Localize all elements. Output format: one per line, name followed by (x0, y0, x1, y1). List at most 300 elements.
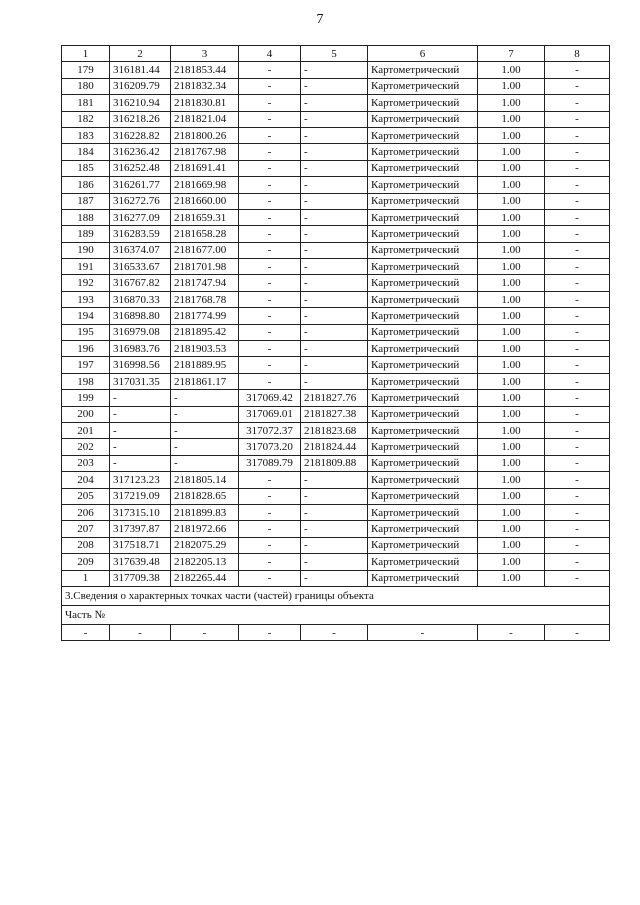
method-cell: Картометрический (368, 373, 478, 389)
accuracy-cell: 1.00 (478, 127, 545, 143)
description-cell: - (545, 95, 610, 111)
accuracy-cell: 1.00 (478, 570, 545, 586)
description-cell: - (545, 521, 610, 537)
point-number-cell: 202 (62, 439, 110, 455)
y-coordinate-cell: 2181701.98 (171, 259, 239, 275)
table-row (62, 259, 610, 275)
point-number-cell: 186 (62, 177, 110, 193)
x-coordinate-cell: 317123.23 (110, 472, 171, 488)
x-coordinate-cell: 316209.79 (110, 78, 171, 94)
y-coordinate-cell: 2181691.41 (171, 160, 239, 176)
table-row (62, 62, 610, 78)
accuracy-cell: 1.00 (478, 504, 545, 520)
point-number-cell: 179 (62, 62, 110, 78)
method-cell: Картометрический (368, 422, 478, 438)
point-number-cell: 181 (62, 95, 110, 111)
method-cell: Картометрический (368, 226, 478, 242)
x-new-coordinate-cell: 317072.37 (239, 422, 301, 438)
x-coordinate-cell: 317639.48 (110, 554, 171, 570)
column-header: 6 (368, 46, 478, 62)
x-coordinate-cell: 316767.82 (110, 275, 171, 291)
y-new-coordinate-cell: 2181827.76 (301, 390, 368, 406)
table-row (62, 341, 610, 357)
x-new-coordinate-cell: - (239, 259, 301, 275)
x-new-coordinate-cell: - (239, 62, 301, 78)
method-cell: Картометрический (368, 127, 478, 143)
y-coordinate-cell: - (171, 390, 239, 406)
point-number-cell: 198 (62, 373, 110, 389)
description-cell: - (545, 373, 610, 389)
x-coordinate-cell: 316998.56 (110, 357, 171, 373)
method-cell: Картометрический (368, 472, 478, 488)
y-new-coordinate-cell: - (301, 62, 368, 78)
empty-cell: - (239, 624, 301, 640)
method-cell: Картометрический (368, 242, 478, 258)
description-cell: - (545, 422, 610, 438)
accuracy-cell: 1.00 (478, 324, 545, 340)
y-new-coordinate-cell: - (301, 504, 368, 520)
y-new-coordinate-cell: - (301, 488, 368, 504)
x-coordinate-cell: 316252.48 (110, 160, 171, 176)
y-coordinate-cell: 2181774.99 (171, 308, 239, 324)
point-number-cell: 207 (62, 521, 110, 537)
x-new-coordinate-cell: - (239, 537, 301, 553)
part-label: Часть № (62, 605, 610, 624)
x-new-coordinate-cell: - (239, 308, 301, 324)
table-row (62, 554, 610, 570)
description-cell: - (545, 504, 610, 520)
description-cell: - (545, 144, 610, 160)
description-cell: - (545, 111, 610, 127)
point-number-cell: 184 (62, 144, 110, 160)
y-new-coordinate-cell: - (301, 291, 368, 307)
method-cell: Картометрический (368, 177, 478, 193)
x-new-coordinate-cell: 317089.79 (239, 455, 301, 471)
table-row (62, 144, 610, 160)
y-new-coordinate-cell: - (301, 127, 368, 143)
x-coordinate-cell: 316218.26 (110, 111, 171, 127)
accuracy-cell: 1.00 (478, 554, 545, 570)
x-new-coordinate-cell: - (239, 177, 301, 193)
table-header-row (62, 46, 610, 62)
y-new-coordinate-cell: - (301, 521, 368, 537)
accuracy-cell: 1.00 (478, 422, 545, 438)
section-title-row (62, 586, 610, 605)
x-new-coordinate-cell: - (239, 111, 301, 127)
description-cell: - (545, 275, 610, 291)
point-number-cell: 190 (62, 242, 110, 258)
x-new-coordinate-cell: - (239, 472, 301, 488)
description-cell: - (545, 390, 610, 406)
y-new-coordinate-cell: - (301, 144, 368, 160)
accuracy-cell: 1.00 (478, 373, 545, 389)
x-coordinate-cell: - (110, 406, 171, 422)
y-coordinate-cell: 2181828.65 (171, 488, 239, 504)
y-new-coordinate-cell: 2181824.44 (301, 439, 368, 455)
x-coordinate-cell: - (110, 390, 171, 406)
empty-cell: - (171, 624, 239, 640)
x-coordinate-cell: 317031.35 (110, 373, 171, 389)
point-number-cell: 188 (62, 209, 110, 225)
method-cell: Картометрический (368, 439, 478, 455)
y-new-coordinate-cell: - (301, 193, 368, 209)
x-new-coordinate-cell: - (239, 226, 301, 242)
method-cell: Картометрический (368, 554, 478, 570)
method-cell: Картометрический (368, 570, 478, 586)
x-new-coordinate-cell: - (239, 324, 301, 340)
description-cell: - (545, 226, 610, 242)
description-cell: - (545, 472, 610, 488)
empty-cell: - (368, 624, 478, 640)
method-cell: Картометрический (368, 537, 478, 553)
y-new-coordinate-cell: - (301, 275, 368, 291)
description-cell: - (545, 554, 610, 570)
y-coordinate-cell: - (171, 455, 239, 471)
accuracy-cell: 1.00 (478, 242, 545, 258)
x-coordinate-cell: 316898.80 (110, 308, 171, 324)
method-cell: Картометрический (368, 111, 478, 127)
x-new-coordinate-cell: - (239, 570, 301, 586)
y-new-coordinate-cell: - (301, 472, 368, 488)
x-coordinate-cell: 316983.76 (110, 341, 171, 357)
accuracy-cell: 1.00 (478, 95, 545, 111)
y-new-coordinate-cell: - (301, 226, 368, 242)
x-coordinate-cell: 317315.10 (110, 504, 171, 520)
method-cell: Картометрический (368, 488, 478, 504)
x-coordinate-cell: - (110, 422, 171, 438)
table-row (62, 455, 610, 471)
table-row (62, 390, 610, 406)
y-new-coordinate-cell: 2181827.38 (301, 406, 368, 422)
method-cell: Картометрический (368, 78, 478, 94)
point-number-cell: 201 (62, 422, 110, 438)
accuracy-cell: 1.00 (478, 406, 545, 422)
x-coordinate-cell: 317397.87 (110, 521, 171, 537)
accuracy-cell: 1.00 (478, 160, 545, 176)
table-row (62, 308, 610, 324)
x-coordinate-cell: 316181.44 (110, 62, 171, 78)
accuracy-cell: 1.00 (478, 209, 545, 225)
description-cell: - (545, 291, 610, 307)
accuracy-cell: 1.00 (478, 472, 545, 488)
y-coordinate-cell: 2181899.83 (171, 504, 239, 520)
y-coordinate-cell: 2181658.28 (171, 226, 239, 242)
point-number-cell: 189 (62, 226, 110, 242)
y-coordinate-cell: 2181972.66 (171, 521, 239, 537)
table-row (62, 406, 610, 422)
y-coordinate-cell: 2181805.14 (171, 472, 239, 488)
accuracy-cell: 1.00 (478, 455, 545, 471)
method-cell: Картометрический (368, 275, 478, 291)
x-new-coordinate-cell: - (239, 341, 301, 357)
point-number-cell: 195 (62, 324, 110, 340)
description-cell: - (545, 193, 610, 209)
x-new-coordinate-cell: - (239, 521, 301, 537)
point-number-cell: 205 (62, 488, 110, 504)
description-cell: - (545, 357, 610, 373)
y-coordinate-cell: 2181895.42 (171, 324, 239, 340)
x-new-coordinate-cell: - (239, 127, 301, 143)
method-cell: Картометрический (368, 62, 478, 78)
table-row (62, 488, 610, 504)
y-coordinate-cell: 2182075.29 (171, 537, 239, 553)
point-number-cell: 1 (62, 570, 110, 586)
empty-part-row (62, 624, 610, 640)
y-coordinate-cell: 2182205.13 (171, 554, 239, 570)
description-cell: - (545, 455, 610, 471)
y-new-coordinate-cell: - (301, 111, 368, 127)
description-cell: - (545, 160, 610, 176)
point-number-cell: 185 (62, 160, 110, 176)
part-label-row (62, 605, 610, 624)
method-cell: Картометрический (368, 406, 478, 422)
boundary-points-table (61, 45, 610, 641)
table-row (62, 95, 610, 111)
y-coordinate-cell: 2181800.26 (171, 127, 239, 143)
x-new-coordinate-cell: - (239, 95, 301, 111)
y-coordinate-cell: - (171, 439, 239, 455)
point-number-cell: 192 (62, 275, 110, 291)
method-cell: Картометрический (368, 193, 478, 209)
x-coordinate-cell: 316533.67 (110, 259, 171, 275)
x-new-coordinate-cell: - (239, 357, 301, 373)
y-coordinate-cell: 2181830.81 (171, 95, 239, 111)
x-new-coordinate-cell: - (239, 193, 301, 209)
point-number-cell: 187 (62, 193, 110, 209)
method-cell: Картометрический (368, 341, 478, 357)
table-row (62, 275, 610, 291)
column-header: 8 (545, 46, 610, 62)
table-row (62, 160, 610, 176)
table-row (62, 504, 610, 520)
y-coordinate-cell: 2181861.17 (171, 373, 239, 389)
table-body (62, 46, 610, 641)
method-cell: Картометрический (368, 160, 478, 176)
method-cell: Картометрический (368, 455, 478, 471)
y-new-coordinate-cell: - (301, 78, 368, 94)
x-coordinate-cell: - (110, 455, 171, 471)
accuracy-cell: 1.00 (478, 193, 545, 209)
column-header: 7 (478, 46, 545, 62)
description-cell: - (545, 62, 610, 78)
y-new-coordinate-cell: - (301, 259, 368, 275)
description-cell: - (545, 439, 610, 455)
accuracy-cell: 1.00 (478, 226, 545, 242)
table-row (62, 78, 610, 94)
accuracy-cell: 1.00 (478, 291, 545, 307)
y-coordinate-cell: - (171, 422, 239, 438)
method-cell: Картометрический (368, 259, 478, 275)
table-row (62, 177, 610, 193)
accuracy-cell: 1.00 (478, 259, 545, 275)
accuracy-cell: 1.00 (478, 390, 545, 406)
method-cell: Картометрический (368, 291, 478, 307)
point-number-cell: 197 (62, 357, 110, 373)
accuracy-cell: 1.00 (478, 537, 545, 553)
x-coordinate-cell: 316210.94 (110, 95, 171, 111)
x-new-coordinate-cell: - (239, 209, 301, 225)
y-coordinate-cell: 2181832.34 (171, 78, 239, 94)
point-number-cell: 204 (62, 472, 110, 488)
table-row (62, 226, 610, 242)
x-new-coordinate-cell: 317069.01 (239, 406, 301, 422)
page-number: 7 (316, 12, 324, 27)
accuracy-cell: 1.00 (478, 275, 545, 291)
table-row (62, 209, 610, 225)
table-row (62, 242, 610, 258)
x-new-coordinate-cell: 317069.42 (239, 390, 301, 406)
y-coordinate-cell: 2181768.78 (171, 291, 239, 307)
y-new-coordinate-cell: - (301, 308, 368, 324)
accuracy-cell: 1.00 (478, 177, 545, 193)
x-new-coordinate-cell: - (239, 160, 301, 176)
point-number-cell: 183 (62, 127, 110, 143)
method-cell: Картометрический (368, 324, 478, 340)
x-coordinate-cell: 316870.33 (110, 291, 171, 307)
point-number-cell: 182 (62, 111, 110, 127)
table-row (62, 570, 610, 586)
y-new-coordinate-cell: - (301, 324, 368, 340)
x-coordinate-cell: 317518.71 (110, 537, 171, 553)
description-cell: - (545, 570, 610, 586)
x-coordinate-cell: 316261.77 (110, 177, 171, 193)
empty-cell: - (545, 624, 610, 640)
description-cell: - (545, 308, 610, 324)
accuracy-cell: 1.00 (478, 439, 545, 455)
y-coordinate-cell: 2181677.00 (171, 242, 239, 258)
y-coordinate-cell: 2182265.44 (171, 570, 239, 586)
y-coordinate-cell: - (171, 406, 239, 422)
y-new-coordinate-cell: - (301, 373, 368, 389)
x-new-coordinate-cell: - (239, 242, 301, 258)
table-row (62, 127, 610, 143)
description-cell: - (545, 537, 610, 553)
column-header: 2 (110, 46, 171, 62)
method-cell: Картометрический (368, 504, 478, 520)
table-row (62, 521, 610, 537)
table-row (62, 193, 610, 209)
method-cell: Картометрический (368, 209, 478, 225)
accuracy-cell: 1.00 (478, 78, 545, 94)
accuracy-cell: 1.00 (478, 341, 545, 357)
table-row (62, 439, 610, 455)
method-cell: Картометрический (368, 95, 478, 111)
description-cell: - (545, 406, 610, 422)
y-coordinate-cell: 2181659.31 (171, 209, 239, 225)
y-new-coordinate-cell: - (301, 160, 368, 176)
x-new-coordinate-cell: - (239, 144, 301, 160)
method-cell: Картометрический (368, 308, 478, 324)
y-new-coordinate-cell: 2181809.88 (301, 455, 368, 471)
point-number-cell: 206 (62, 504, 110, 520)
y-new-coordinate-cell: - (301, 177, 368, 193)
x-new-coordinate-cell: - (239, 554, 301, 570)
y-coordinate-cell: 2181853.44 (171, 62, 239, 78)
point-number-cell: 194 (62, 308, 110, 324)
point-number-cell: 199 (62, 390, 110, 406)
method-cell: Картометрический (368, 357, 478, 373)
description-cell: - (545, 488, 610, 504)
table-row (62, 373, 610, 389)
y-coordinate-cell: 2181767.98 (171, 144, 239, 160)
method-cell: Картометрический (368, 144, 478, 160)
x-coordinate-cell: 316283.59 (110, 226, 171, 242)
accuracy-cell: 1.00 (478, 111, 545, 127)
table-row (62, 324, 610, 340)
y-new-coordinate-cell: - (301, 95, 368, 111)
x-coordinate-cell: 316374.07 (110, 242, 171, 258)
y-new-coordinate-cell: - (301, 242, 368, 258)
x-new-coordinate-cell: - (239, 275, 301, 291)
description-cell: - (545, 209, 610, 225)
x-coordinate-cell: 317709.38 (110, 570, 171, 586)
empty-cell: - (301, 624, 368, 640)
y-new-coordinate-cell: 2181823.68 (301, 422, 368, 438)
y-new-coordinate-cell: - (301, 209, 368, 225)
column-header: 3 (171, 46, 239, 62)
method-cell: Картометрический (368, 390, 478, 406)
y-coordinate-cell: 2181660.00 (171, 193, 239, 209)
description-cell: - (545, 259, 610, 275)
point-number-cell: 208 (62, 537, 110, 553)
description-cell: - (545, 78, 610, 94)
x-new-coordinate-cell: - (239, 78, 301, 94)
section-title: 3.Сведения о характерных точках части (частей) границы объекта (62, 586, 610, 605)
table-row (62, 111, 610, 127)
accuracy-cell: 1.00 (478, 308, 545, 324)
method-cell: Картометрический (368, 521, 478, 537)
y-new-coordinate-cell: - (301, 341, 368, 357)
y-coordinate-cell: 2181669.98 (171, 177, 239, 193)
description-cell: - (545, 341, 610, 357)
description-cell: - (545, 324, 610, 340)
table-row (62, 291, 610, 307)
description-cell: - (545, 242, 610, 258)
empty-cell: - (62, 624, 110, 640)
table-row (62, 422, 610, 438)
point-number-cell: 191 (62, 259, 110, 275)
point-number-cell: 203 (62, 455, 110, 471)
accuracy-cell: 1.00 (478, 521, 545, 537)
y-coordinate-cell: 2181821.04 (171, 111, 239, 127)
x-coordinate-cell: 316979.08 (110, 324, 171, 340)
column-header: 5 (301, 46, 368, 62)
x-coordinate-cell: 316236.42 (110, 144, 171, 160)
empty-cell: - (110, 624, 171, 640)
x-new-coordinate-cell: 317073.20 (239, 439, 301, 455)
point-number-cell: 180 (62, 78, 110, 94)
empty-cell: - (478, 624, 545, 640)
accuracy-cell: 1.00 (478, 144, 545, 160)
table-row (62, 472, 610, 488)
x-new-coordinate-cell: - (239, 291, 301, 307)
description-cell: - (545, 127, 610, 143)
column-header: 4 (239, 46, 301, 62)
x-coordinate-cell: - (110, 439, 171, 455)
column-header: 1 (62, 46, 110, 62)
point-number-cell: 193 (62, 291, 110, 307)
y-coordinate-cell: 2181889.95 (171, 357, 239, 373)
x-coordinate-cell: 316228.82 (110, 127, 171, 143)
x-coordinate-cell: 316277.09 (110, 209, 171, 225)
y-new-coordinate-cell: - (301, 537, 368, 553)
y-new-coordinate-cell: - (301, 554, 368, 570)
description-cell: - (545, 177, 610, 193)
x-new-coordinate-cell: - (239, 373, 301, 389)
x-coordinate-cell: 316272.76 (110, 193, 171, 209)
x-new-coordinate-cell: - (239, 504, 301, 520)
accuracy-cell: 1.00 (478, 488, 545, 504)
